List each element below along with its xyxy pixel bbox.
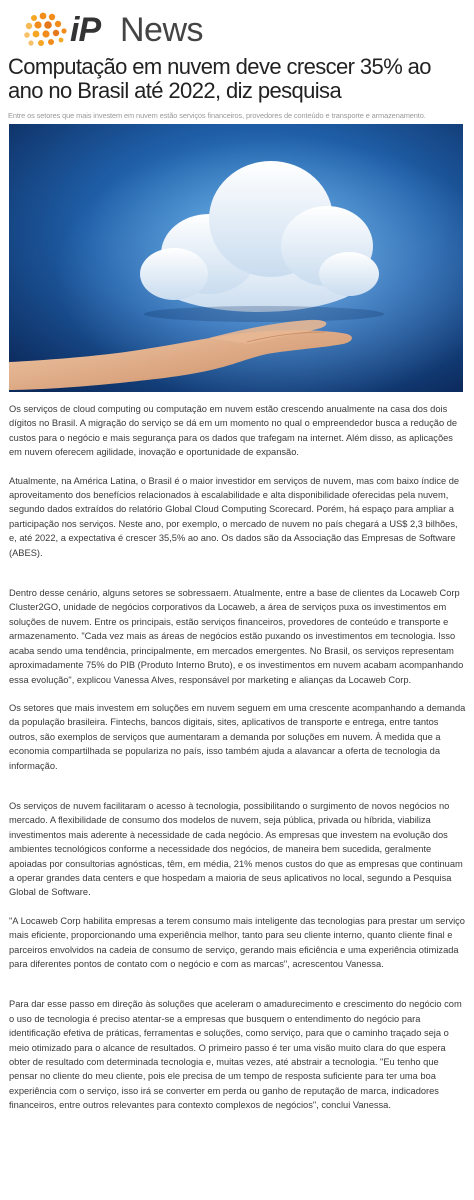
article-body	[9, 402, 467, 1113]
logo-news-text: News	[120, 11, 204, 49]
logo-ip-text: iP	[70, 11, 101, 49]
hero-image	[9, 124, 463, 392]
ipnews-logo-link[interactable]	[22, 6, 222, 50]
article-paragraph-5: Os serviços de nuvem facilitaram o acesso à tecnologia, possibilitando o surgimento de novos negócios no mercado. A flexibilidade de consumo dos modelos de nuvem, seja pública, privada ou híbrida, viabiliza investimentos mais aderente à necessidade de cada negócio. As empresas que investem na evolução dos ambientes tecnológicos conforme a necessidade dos negócios, de maneira bem sucedida, geralmente apoiadas por consultorias agnósticas, têm, em média, 21% menos custos do que as empresas que continuam a operar grandes data centers e que hospedam a maioria de seus aplicativos no local, segundo a Pesquisa Global de Software.	[9, 800, 463, 898]
article-title: Computação em nuvem deve crescer 35% ao ano no Brasil até 2022, diz pesquisa	[8, 54, 431, 103]
paragraph-spacer	[9, 560, 467, 586]
cloud-on-hand-icon	[9, 124, 463, 392]
paragraph-spacer	[9, 900, 467, 914]
paragraph-spacer	[9, 971, 467, 997]
article-paragraph-1: Os serviços de cloud computing ou computação em nuvem estão crescendo anualmente na casa dos dois dígitos no Brasil. A migração do serviço se dá em um momento no qual o empreendedor busca a redução de custos para o negócio e mais segurança para os dados que trafegam na internet. Além disso, as aplicações em nuvem oferecem agilidade, inovação e oportunidade de expansão.	[9, 404, 458, 458]
paragraph-spacer	[9, 460, 467, 474]
site-header	[22, 6, 222, 50]
article-paragraph-7: Para dar esse passo em direção às soluções que aceleram o amadurecimento e crescimento do negócio com o uso de tecnologia é preciso atentar-se a empresas que busquem o entendimento do negócio para identificação efetiva de práticas, ferramentas e soluções, como serviço, para que o caminho traçado seja o meio otimizado para o alcance de resultados. O primeiro passo é ter uma visão muito clara do que espera obter de resultado com determinada tecnologia e, muitas vezes, até abstrair a tecnologia. "Eu tenho que pensar no cliente do meu cliente, pois ele precisa de um tempo de resposta suficiente para ter uma boa experiência com o serviço, isso irá se converter em perda ou ganho de reputação de marca, indicadores financeiros, entre outros relevantes para contexto complexos de negócios", conclui Vanessa.	[9, 999, 462, 1111]
logo-dots-icon	[22, 10, 70, 50]
article-paragraph-6: "A Locaweb Corp habilita empresas a terem consumo mais inteligente das tecnologias para prestar um serviço mais eficiente, proporcionando uma experiência melhor, tanto para seu cliente interno, quanto cliente final e parceiros envolvidos na cadeia de consumo de serviço, gerando mais eficiência e uma experiência otimizada para diferentes pontos de contato com o negócio e com as marcas", acrescentou Vanessa.	[9, 915, 465, 969]
article-paragraph-2: Atualmente, na América Latina, o Brasil é o maior investidor em serviços de nuvem, mas com baixo índice de aproveitamento dos benefícios relacionados à escalabilidade e alta disponibilidade oferecidas pela nuvem, segundo dados extraídos do relatório Global Cloud Computing Scorecard. Porém, há espaço para ampliar a participação nos serviços. Neste ano, por exemplo, o mercado de nuvem no país chegará a US$ 2,3 bilhões, e, até 2022, a expectativa é crescer 35,5% ao ano. Os dados são da Associação das Empresas de Software (ABES).	[9, 475, 460, 558]
article-paragraph-3: Dentro desse cenário, alguns setores se sobressaem. Atualmente, entre a base de clientes da Locaweb Corp Cluster2GO, unidade de negócios corporativos da Locaweb, a área de serviços puxa os investimentos em soluções de nuvem. Entre os principais, estão serviços financeiros, provedores de conteúdo e transporte e armazenamento. "Cada vez mais as áreas de negócios estão puxando os investimentos em tecnologia. Isso acaba sendo uma tendência, principalmente, em mercados emergentes. No Brasil, os serviços representam aproximadamente 75% do PIB (Produto Interno Bruto), e os investimentos em nuvem acabam acompanhando essa evolução", explicou Vanessa Alves, responsável por marketing e alianças da Locaweb Corp.	[9, 588, 464, 685]
paragraph-spacer	[9, 687, 467, 701]
article-paragraph-4: Os setores que mais investem em soluções em nuvem seguem em uma crescente acompanhando a demanda da população brasileira. Fintechs, bancos digitais, sites, aplicativos de transporte e entrega, entre tantos outros, são exemplos de serviços que aumentaram a demanda por soluções em nuvem. À medida que a economia compartilhada se populariza no país, isso também ajuda a alavancar a oferta de tecnologia da informação.	[9, 702, 466, 771]
article-subtitle: Entre os setores que mais investem em nuvem estão serviços financeiros, provedores de conteúdo e transporte e armazenamento.	[8, 111, 426, 120]
paragraph-spacer	[9, 773, 467, 799]
